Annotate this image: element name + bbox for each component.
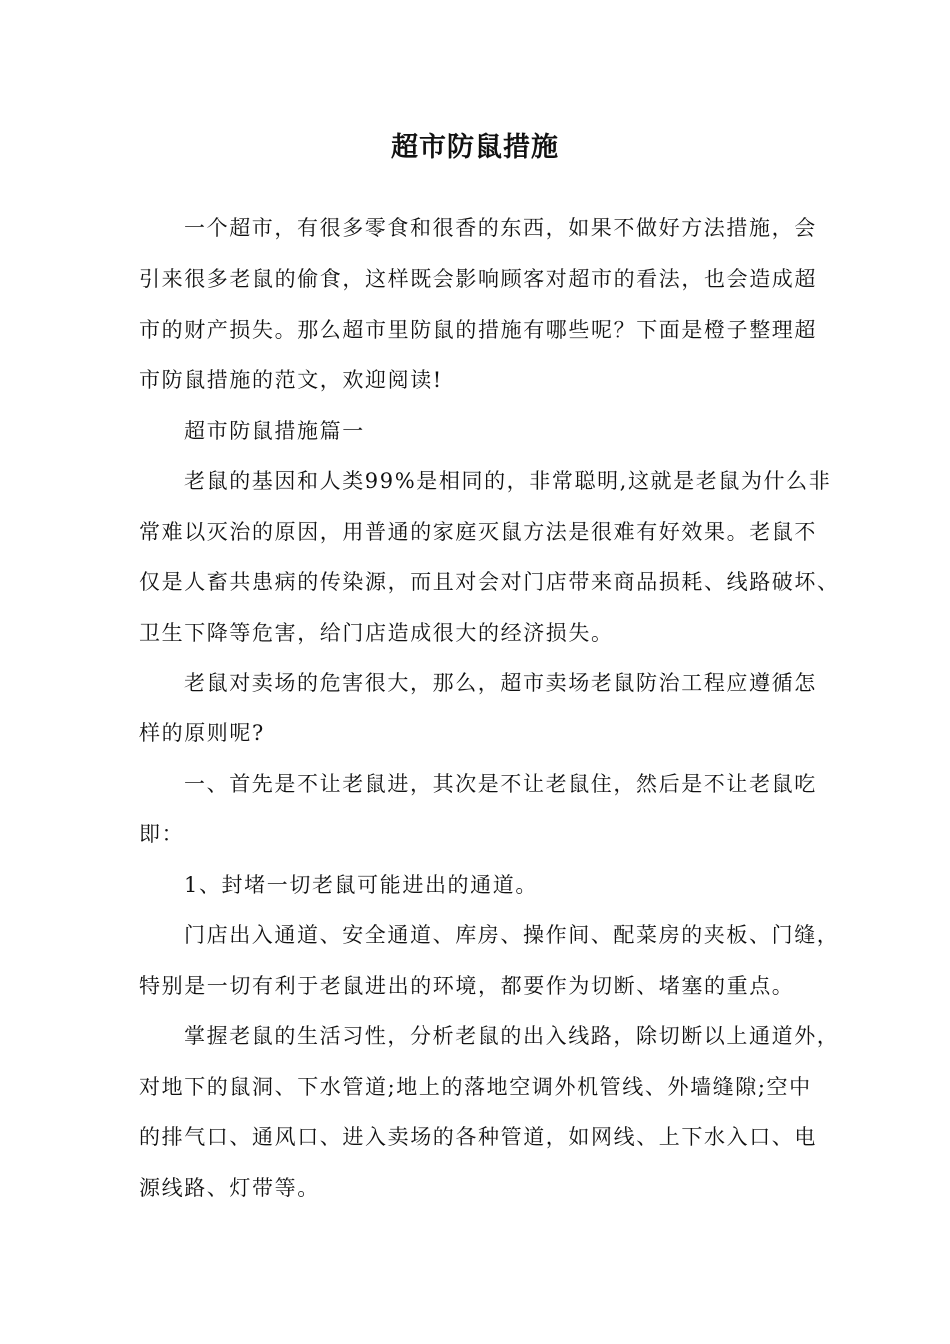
paragraph-line: 市防鼠措施的范文，欢迎阅读! — [139, 368, 443, 392]
paragraph-line: 的排气口、通风口、进入卖场的各种管道，如网线、上下水入口、电 — [139, 1125, 817, 1149]
paragraph-line: 卫生下降等危害，给门店造成很大的经济损失。 — [139, 621, 614, 645]
paragraph-line: 一个超市，有很多零食和很香的东西，如果不做好方法措施，会 — [184, 216, 817, 240]
paragraph-line: 市的财产损失。那么超市里防鼠的措施有哪些呢？下面是橙子整理超 — [139, 318, 817, 342]
paragraph-line: 一、首先是不让老鼠进，其次是不让老鼠住，然后是不让老鼠吃 — [184, 772, 817, 796]
paragraph-line: 老鼠的基因和人类99%是相同的，非常聪明,这就是老鼠为什么非 — [184, 469, 832, 493]
paragraph-line: 对地下的鼠洞、下水管道;地上的落地空调外机管线、外墙缝隙;空中 — [139, 1075, 812, 1099]
paragraph-line: 仅是人畜共患病的传染源，而且对会对门店带来商品损耗、线路破坏、 — [139, 570, 840, 594]
section-heading: 超市防鼠措施篇一 — [184, 419, 365, 443]
paragraph-line: 门店出入通道、安全通道、库房、操作间、配菜房的夹板、门缝， — [184, 923, 840, 947]
document-title: 超市防鼠措施 — [391, 132, 559, 163]
paragraph-line: 特别是一切有利于老鼠进出的环境，都要作为切断、堵塞的重点。 — [139, 974, 795, 998]
paragraph-line: 样的原则呢? — [139, 721, 265, 745]
paragraph-line: 常难以灭治的原因，用普通的家庭灭鼠方法是很难有好效果。老鼠不 — [139, 520, 817, 544]
paragraph-line: 源线路、灯带等。 — [139, 1176, 320, 1200]
list-item: 1、封堵一切老鼠可能进出的通道。 — [184, 873, 538, 897]
paragraph-line: 老鼠对卖场的危害很大，那么，超市卖场老鼠防治工程应遵循怎 — [184, 671, 817, 695]
paragraph-line: 引来很多老鼠的偷食，这样既会影响顾客对超市的看法，也会造成超 — [139, 267, 817, 291]
paragraph-line: 掌握老鼠的生活习性，分析老鼠的出入线路，除切断以上通道外， — [184, 1024, 840, 1048]
paragraph-line: 即： — [139, 822, 185, 846]
